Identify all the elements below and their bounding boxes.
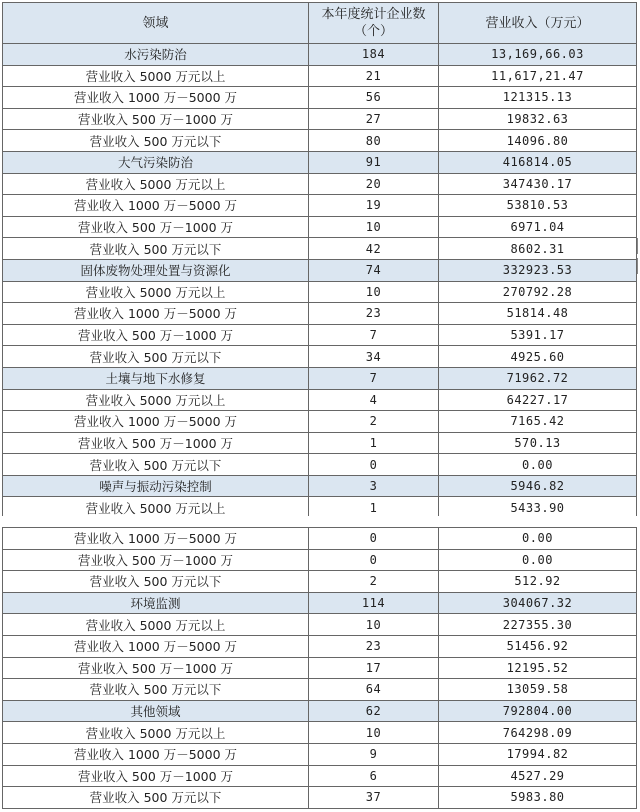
revenue-cell: 5391.17 xyxy=(439,324,637,346)
revenue-cell: 0.00 xyxy=(439,549,637,571)
domain-cell: 营业收入 1000 万－5000 万 xyxy=(3,528,309,550)
company-count-cell: 74 xyxy=(309,259,439,281)
category-row xyxy=(3,44,637,66)
domain-cell: 营业收入 5000 万元以上 xyxy=(3,722,309,744)
company-count-cell: 2 xyxy=(309,411,439,433)
table-row xyxy=(3,195,637,217)
table-row xyxy=(3,679,637,701)
page-break-gap xyxy=(0,516,640,526)
table-row xyxy=(3,765,637,787)
company-count-cell: 64 xyxy=(309,679,439,701)
domain-cell: 营业收入 500 万元以下 xyxy=(3,130,309,152)
domain-cell: 营业收入 1000 万－5000 万 xyxy=(3,635,309,657)
revenue-cell: 4527.29 xyxy=(439,765,637,787)
revenue-cell: 227355.30 xyxy=(439,614,637,636)
company-count-cell: 9 xyxy=(309,743,439,765)
domain-cell: 营业收入 500 万－1000 万 xyxy=(3,432,309,454)
company-count-cell: 37 xyxy=(309,787,439,809)
revenue-cell: 0.00 xyxy=(439,454,637,476)
revenue-cell: 347430.17 xyxy=(439,173,637,195)
company-count-cell: 2 xyxy=(309,571,439,593)
company-count-cell: 1 xyxy=(309,497,439,519)
company-count-cell: 6 xyxy=(309,765,439,787)
table-row xyxy=(3,87,637,109)
company-count-cell: 0 xyxy=(309,549,439,571)
header-revenue: 营业收入（万元） xyxy=(439,3,637,44)
domain-cell: 营业收入 5000 万元以上 xyxy=(3,281,309,303)
table-row xyxy=(3,432,637,454)
table-row xyxy=(3,65,637,87)
revenue-cell: 64227.17 xyxy=(439,389,637,411)
company-count-cell: 10 xyxy=(309,281,439,303)
table-row xyxy=(3,238,637,260)
table-row xyxy=(3,324,637,346)
domain-cell: 水污染防治 xyxy=(3,44,309,66)
company-count-cell: 7 xyxy=(309,367,439,389)
domain-cell: 营业收入 5000 万元以上 xyxy=(3,173,309,195)
domain-cell: 营业收入 500 万元以下 xyxy=(3,679,309,701)
revenue-cell: 570.13 xyxy=(439,432,637,454)
revenue-cell: 121315.13 xyxy=(439,87,637,109)
company-count-cell: 62 xyxy=(309,700,439,722)
revenue-cell: 416814.05 xyxy=(439,151,637,173)
company-count-cell: 7 xyxy=(309,324,439,346)
domain-cell: 营业收入 500 万－1000 万 xyxy=(3,216,309,238)
domain-cell: 营业收入 500 万－1000 万 xyxy=(3,324,309,346)
table-row xyxy=(3,173,637,195)
revenue-cell: 51456.92 xyxy=(439,635,637,657)
company-count-cell: 114 xyxy=(309,592,439,614)
revenue-cell: 13,169,66.03 xyxy=(439,44,637,66)
company-count-cell: 17 xyxy=(309,657,439,679)
company-count-cell: 21 xyxy=(309,65,439,87)
category-row xyxy=(3,700,637,722)
table-row xyxy=(3,743,637,765)
revenue-cell: 764298.09 xyxy=(439,722,637,744)
domain-cell: 营业收入 500 万－1000 万 xyxy=(3,657,309,679)
domain-cell: 营业收入 5000 万元以上 xyxy=(3,497,309,519)
domain-cell: 其他领域 xyxy=(3,700,309,722)
table-row xyxy=(3,346,637,368)
revenue-cell: 71962.72 xyxy=(439,367,637,389)
domain-cell: 营业收入 1000 万－5000 万 xyxy=(3,411,309,433)
company-count-cell: 4 xyxy=(309,389,439,411)
table-row xyxy=(3,130,637,152)
revenue-cell: 19832.63 xyxy=(439,108,637,130)
company-count-cell: 10 xyxy=(309,722,439,744)
domain-cell: 营业收入 500 万－1000 万 xyxy=(3,108,309,130)
domain-cell: 营业收入 1000 万－5000 万 xyxy=(3,303,309,325)
revenue-cell: 8602.31 xyxy=(439,238,637,260)
domain-cell: 土壤与地下水修复 xyxy=(3,367,309,389)
category-row xyxy=(3,151,637,173)
table-row xyxy=(3,389,637,411)
revenue-cell: 12195.52 xyxy=(439,657,637,679)
company-count-cell: 23 xyxy=(309,303,439,325)
category-row xyxy=(3,259,637,281)
table-row xyxy=(3,216,637,238)
domain-cell: 营业收入 500 万元以下 xyxy=(3,454,309,476)
company-count-cell: 56 xyxy=(309,87,439,109)
revenue-cell: 17994.82 xyxy=(439,743,637,765)
domain-cell: 营业收入 500 万－1000 万 xyxy=(3,549,309,571)
company-count-cell: 80 xyxy=(309,130,439,152)
company-count-cell: 1 xyxy=(309,432,439,454)
company-count-cell: 0 xyxy=(309,454,439,476)
company-count-cell: 20 xyxy=(309,173,439,195)
revenue-cell: 14096.80 xyxy=(439,130,637,152)
table-row xyxy=(3,549,637,571)
domain-cell: 固体废物处理处置与资源化 xyxy=(3,259,309,281)
company-count-cell: 34 xyxy=(309,346,439,368)
company-count-cell: 42 xyxy=(309,238,439,260)
domain-cell: 营业收入 500 万元以下 xyxy=(3,238,309,260)
table-row xyxy=(3,787,637,809)
table-row xyxy=(3,657,637,679)
revenue-cell: 270792.28 xyxy=(439,281,637,303)
revenue-cell: 5946.82 xyxy=(439,475,637,497)
revenue-cell: 13059.58 xyxy=(439,679,637,701)
domain-cell: 噪声与振动污染控制 xyxy=(3,475,309,497)
company-count-cell: 184 xyxy=(309,44,439,66)
domain-cell: 营业收入 500 万元以下 xyxy=(3,571,309,593)
table-row xyxy=(3,303,637,325)
company-count-cell: 27 xyxy=(309,108,439,130)
table-header-row xyxy=(3,3,637,44)
revenue-table-part1 xyxy=(2,2,637,519)
table-row xyxy=(3,571,637,593)
company-count-cell: 19 xyxy=(309,195,439,217)
table-row xyxy=(3,722,637,744)
domain-cell: 营业收入 1000 万－5000 万 xyxy=(3,743,309,765)
company-count-cell: 10 xyxy=(309,216,439,238)
scan-edge-mark xyxy=(637,258,638,274)
scan-edge-mark xyxy=(637,238,638,254)
domain-cell: 营业收入 1000 万－5000 万 xyxy=(3,195,309,217)
revenue-cell: 304067.32 xyxy=(439,592,637,614)
company-count-cell: 3 xyxy=(309,475,439,497)
revenue-cell: 5433.90 xyxy=(439,497,637,519)
revenue-cell: 5983.80 xyxy=(439,787,637,809)
table-row xyxy=(3,454,637,476)
domain-cell: 营业收入 500 万元以下 xyxy=(3,346,309,368)
domain-cell: 营业收入 500 万－1000 万 xyxy=(3,765,309,787)
table-row xyxy=(3,281,637,303)
company-count-cell: 23 xyxy=(309,635,439,657)
company-count-cell: 0 xyxy=(309,528,439,550)
revenue-cell: 332923.53 xyxy=(439,259,637,281)
revenue-cell: 6971.04 xyxy=(439,216,637,238)
category-row xyxy=(3,592,637,614)
table-row xyxy=(3,411,637,433)
revenue-cell: 0.00 xyxy=(439,528,637,550)
header-domain: 领域 xyxy=(3,3,309,44)
revenue-cell: 7165.42 xyxy=(439,411,637,433)
table-row xyxy=(3,635,637,657)
revenue-cell: 4925.60 xyxy=(439,346,637,368)
category-row xyxy=(3,475,637,497)
revenue-cell: 51814.48 xyxy=(439,303,637,325)
company-count-cell: 91 xyxy=(309,151,439,173)
domain-cell: 营业收入 5000 万元以上 xyxy=(3,614,309,636)
table-row xyxy=(3,528,637,550)
revenue-cell: 792804.00 xyxy=(439,700,637,722)
company-count-cell: 10 xyxy=(309,614,439,636)
category-row xyxy=(3,367,637,389)
domain-cell: 营业收入 5000 万元以上 xyxy=(3,389,309,411)
domain-cell: 大气污染防治 xyxy=(3,151,309,173)
table-row xyxy=(3,108,637,130)
revenue-cell: 11,617,21.47 xyxy=(439,65,637,87)
domain-cell: 营业收入 500 万元以下 xyxy=(3,787,309,809)
table-row xyxy=(3,614,637,636)
revenue-cell: 512.92 xyxy=(439,571,637,593)
domain-cell: 环境监测 xyxy=(3,592,309,614)
domain-cell: 营业收入 1000 万－5000 万 xyxy=(3,87,309,109)
revenue-cell: 53810.53 xyxy=(439,195,637,217)
domain-cell: 营业收入 5000 万元以上 xyxy=(3,65,309,87)
revenue-table-part2 xyxy=(2,527,637,809)
header-company-count: 本年度统计企业数（个） xyxy=(309,3,439,44)
